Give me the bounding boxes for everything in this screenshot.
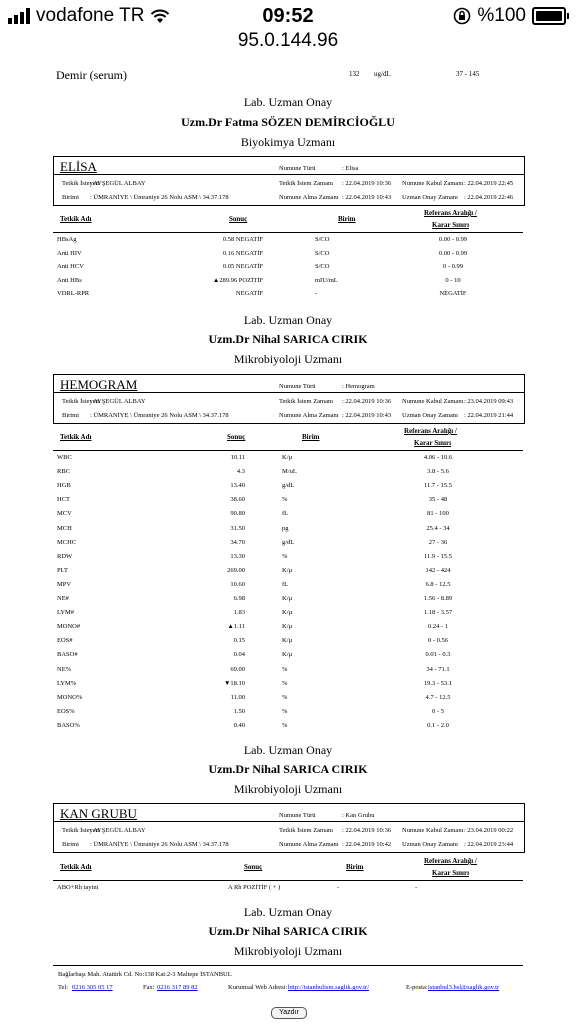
test-result: 4.3 [236,468,245,476]
footer-divider [53,965,523,966]
sample-type-label: Numune Türü [279,812,316,819]
test-result: 0.04 [233,651,245,659]
test-result: 1.83 [233,609,245,617]
test-result: 269.00 [227,566,245,574]
requester-value: : AYŞEGÜL ALBAY [90,827,146,834]
table-row [53,468,523,481]
divider [54,174,524,175]
table-row [53,482,523,495]
approval-title: Biyokimya Uzmanı [240,135,336,149]
approval-label: Lab. Uzman Onay [243,905,333,919]
requested-time-label: Tetkik İstem Zamanı [279,827,334,834]
unit-label: Birimi [62,194,79,201]
footer-address: Bağlarbaşı Mah. Atatürk Cd. No:138 Kat:2-3 Maltepe İSTANBUL [58,971,232,978]
sample-type-label: Numune Türü [279,383,316,390]
test-unit: mIU/mL [315,276,338,284]
test-unit: S/CO [315,249,330,257]
requested-time-label: Tetkik İstem Zamanı [279,398,334,405]
table-row [53,263,523,276]
test-range: 1.56 - 8.89 [423,595,453,602]
approval-label: Lab. Uzman Onay [243,313,333,327]
col-header-range2: Karar Sınırı [432,221,470,229]
test-range: 11.9 - 15.5 [424,552,452,560]
fax-link[interactable]: 0216 317 89 82 [157,984,198,991]
test-unit: % [282,707,288,715]
approval-time-value: : 22.04.2019 23:44 [464,841,514,848]
table-row [53,595,523,608]
table-row [53,680,523,693]
test-result: ▼18.10 [223,679,245,687]
table-row [53,708,523,721]
test-result: 6.98 [233,595,245,602]
footer-fax[interactable] [157,984,198,991]
test-name: RBC [57,468,71,476]
table-divider [53,880,523,881]
test-result: 1.50 [233,707,245,715]
test-name: LYM# [57,609,75,617]
sample-time-label: Numune Alma Zamanı [279,412,339,419]
table-row [53,250,523,263]
requester-label: Tetkik İsteyen [62,827,99,834]
sample-time-value: : 22.04.2019 10:43 [342,412,392,419]
approval-doctor: Uzm.Dr Fatma SÖZEN DEMİRCİOĞLU [181,115,395,129]
test-unit: ug/dL [374,70,391,78]
test-name: HGB [57,482,71,490]
hemogram-info-box [53,374,525,424]
col-header-range2: Karar Sınırı [414,439,452,447]
test-unit: M/uL [282,468,297,476]
unit-value: : ÜMRANİYE \ Ümraniye 26 Nolu ASM \ 34.37.178 [90,412,229,419]
requested-time-label: Tetkik İstem Zamanı [279,180,334,187]
test-result: 69.00 [230,665,245,673]
test-range: 0.01 - 0.3 [425,651,451,659]
test-range: 34 - 71.1 [426,665,450,673]
requester-value: : AYŞEGÜL ALBAY [90,398,146,405]
table-row [53,277,523,290]
status-right [453,5,566,27]
table-row [53,236,523,249]
test-range: 35 - 48 [428,496,448,504]
accept-time-label: Numune Kabul Zamanı [402,180,464,187]
test-range: 11.7 - 15.5 [424,482,452,490]
sample-time-label: Numune Alma Zamanı [279,841,339,848]
test-name: MONO# [57,623,81,631]
test-name: HBsAg [57,236,77,243]
test-unit: K/µ [282,566,293,574]
test-result: 132 [349,70,360,78]
unit-label: Birimi [62,412,79,419]
test-name: PLT [57,566,68,574]
clock: 09:52 [262,5,314,27]
col-header-unit: Birim [338,215,356,223]
test-result: 13.30 [230,552,245,560]
sample-time-label: Numune Alma Zamanı [279,194,339,201]
battery-icon [532,7,566,25]
approval-time-label: Uzman Onay Zamanı [402,194,458,201]
test-result: ▲289.96 POZİTİF [212,276,263,284]
requester-label: Tetkik İsteyen [62,180,99,187]
test-range: 0 - 10 [445,276,461,284]
test-result: NEGATİF [235,290,263,298]
requested-time-value: : 22.04.2019 10:36 [342,180,392,187]
test-result: 13.40 [230,482,245,490]
table-row [53,553,523,566]
test-name: MCH [57,524,72,532]
test-unit: g/dL [282,482,295,490]
elisa-info-box [53,156,525,206]
test-unit: fL [282,510,289,518]
table-row [53,722,523,735]
approval-label: Lab. Uzman Onay [243,95,333,109]
test-range: 142 - 424 [425,566,451,574]
col-header-range1: Referans Aralığı / [404,427,457,435]
table-row [53,525,523,538]
requester-value: : AYŞEGÜL ALBAY [90,180,146,187]
test-name: RDW [57,552,73,560]
approval-time-value: : 22.04.2019 22:46 [464,194,514,201]
approval-doctor: Uzm.Dr Nihal SARICA CIRIK [208,332,368,346]
test-range: - [415,884,418,891]
test-result: 38.60 [230,496,245,504]
test-name: Anti HIV [57,249,82,257]
test-unit: pg [282,524,289,532]
test-range: 0 - 5 [432,707,444,715]
test-name: Anti HBs [57,276,82,284]
table-row [53,666,523,679]
test-unit: % [282,679,288,687]
sample-type-label: Numune Türü [279,165,316,172]
footer-tel[interactable] [72,984,113,991]
tel-link[interactable]: 0216 305 05 17 [72,984,113,991]
accept-time-value: : 22.04.2019 22:45 [464,180,514,187]
test-unit: % [282,693,288,701]
footer-tel-label: Tel: [58,984,69,991]
test-range: NEGATİF [439,290,467,298]
test-name: VDRL-RPR [57,290,90,298]
test-unit: fL [282,580,289,588]
footer-email[interactable] [428,984,499,991]
section-name: KAN GRUBU [60,806,137,821]
accept-time-value: : 23.04.2019 09:43 [464,398,514,405]
test-range: 0.00 - 0.99 [438,236,468,243]
email-link[interactable]: istanbul3.hsl@saglik.gov.tr [428,984,500,991]
test-result: 0.05 NEGATİF [222,263,263,271]
col-header-unit: Birim [302,433,320,441]
test-range: 4.06 - 10.6 [423,454,453,461]
test-name: NE# [57,595,69,602]
section-name: HEMOGRAM [60,377,138,392]
requester-label: Tetkik İsteyen [62,398,99,405]
test-unit: K/µ [282,623,293,631]
test-unit: - [315,290,318,298]
carrier-name: vodafone TR [36,5,145,26]
approval-time-label: Uzman Onay Zamanı [402,412,458,419]
test-unit: % [282,665,288,673]
col-header-name: Tetkik Adı [60,215,92,223]
test-range: 19.3 - 53.1 [423,679,453,687]
approval-label: Lab. Uzman Onay [243,743,333,757]
test-unit: K/µ [282,454,293,461]
test-name: MPV [57,580,72,588]
table-row [53,637,523,650]
sample-type-value: : Elisa [342,165,359,172]
table-row [53,581,523,594]
table-row [53,454,523,467]
test-unit: % [282,721,288,729]
approval-title: Mikrobiyoloji Uzmanı [233,944,343,958]
test-name: MCHC [57,538,77,546]
accept-time-value: : 23.04.2019 00:22 [464,827,514,834]
test-result: 0.58 NEGATİF [222,236,263,243]
test-result: 11.00 [230,693,245,701]
accept-time-label: Numune Kabul Zamanı [402,827,464,834]
divider [54,821,524,822]
test-name: BASO% [57,721,80,729]
battery-percent: %100 [477,5,526,26]
footer-web-label: Kurumsal Web Adresi: [228,984,288,991]
test-result: ▲1.11 [227,623,245,631]
sample-time-value: : 22.04.2019 10:42 [342,841,392,848]
test-unit: % [282,552,288,560]
table-row [53,510,523,523]
test-unit: g/dL [282,538,295,546]
approval-title: Mikrobiyoloji Uzmanı [233,782,343,796]
approval-title: Mikrobiyoloji Uzmanı [233,352,343,366]
table-row [53,884,523,897]
col-header-result: Sonuç [229,215,248,223]
sample-time-value: : 22.04.2019 10:43 [342,194,392,201]
test-range: 81 - 100 [427,510,449,518]
requested-time-value: : 22.04.2019 10:36 [342,827,392,834]
kan-grubu-info-box [53,803,525,853]
test-unit: K/µ [282,595,293,602]
approval-time-value: : 22.04.2019 21:44 [464,412,514,419]
test-name: WBC [57,454,72,461]
test-name: EOS% [57,707,75,715]
table-row [53,609,523,622]
col-header-range1: Referans Aralığı / [424,209,477,217]
test-name: Anti HCV [57,263,84,271]
test-unit: K/µ [282,651,293,659]
test-range: 25.4 - 34 [426,524,450,532]
table-row [53,651,523,664]
test-unit: % [282,496,288,504]
col-header-range2: Karar Sınırı [432,869,470,877]
test-result: 10.60 [230,580,245,588]
test-name: NE% [57,665,72,673]
test-name: BASO# [57,651,78,659]
test-result: A Rh POZİTİF ( + ) [228,884,281,891]
print-button[interactable]: Yazdır [271,1007,307,1019]
test-unit: K/µ [282,609,293,617]
test-result: 34.70 [230,538,245,546]
test-unit: S/CO [315,263,330,271]
web-link[interactable]: http://istanbulism.saglik.gov.tr/ [288,984,370,991]
table-row [53,623,523,636]
approval-doctor: Uzm.Dr Nihal SARICA CIRIK [208,762,368,776]
approval-time-label: Uzman Onay Zamanı [402,841,458,848]
footer-email-label: E-posta: [406,984,428,991]
approval-doctor: Uzm.Dr Nihal SARICA CIRIK [208,924,368,938]
table-row [53,694,523,707]
test-name: MONO% [57,693,83,701]
test-result: 10.11 [230,454,245,461]
test-result: 31.50 [230,524,245,532]
table-row [53,496,523,509]
footer-fax-label: Fax: [143,984,155,991]
test-name: EOS# [57,637,73,645]
sample-type-value: : Kan Grubu [342,812,375,819]
table-row [53,539,523,552]
test-unit: K/µ [282,637,293,645]
test-result: 0.15 [233,637,245,645]
table-divider [53,450,523,451]
col-header-result: Sonuç [244,863,263,871]
test-range: 37 - 145 [456,70,480,78]
test-range: 0 - 0.99 [442,263,464,271]
test-result: 0.16 NEGATİF [222,249,263,257]
col-header-range1: Referans Aralığı / [424,857,477,865]
accept-time-label: Numune Kabul Zamanı [402,398,464,405]
col-header-result: Sonuç [227,433,246,441]
footer-web[interactable] [288,984,369,991]
sample-type-value: : Hemogram [342,383,375,390]
rotation-lock-icon [453,7,471,25]
test-name: HCT [57,496,70,504]
test-result: 0.40 [233,721,245,729]
test-range: 3.8 - 5.6 [427,468,449,476]
test-range: 6.8 - 12.5 [425,580,451,588]
col-header-name: Tetkik Adı [60,433,92,441]
col-header-name: Tetkik Adı [60,863,92,871]
test-unit: S/CO [315,236,330,243]
test-range: 0.24 - 1 [427,623,449,631]
test-range: 1.18 - 3.57 [423,609,453,617]
unit-label: Birimi [62,841,79,848]
test-name: Demir (serum) [56,68,127,82]
test-range: 0.1 - 2.0 [427,721,449,729]
requested-time-value: : 22.04.2019 10:36 [342,398,392,405]
test-name: ABO+Rh tayini [57,884,99,891]
section-name: ELİSA [60,159,97,174]
unit-value: : ÜMRANİYE \ Ümraniye 26 Nolu ASM \ 34.37.178 [90,194,229,201]
address-bar[interactable]: 95.0.144.96 [237,30,339,51]
test-result: 90.80 [230,510,245,518]
test-range: 27 - 36 [428,538,448,546]
table-row [53,290,523,303]
table-divider [53,232,523,233]
test-name: MCV [57,510,72,518]
table-row [53,567,523,580]
test-range: 0 - 0.56 [427,637,449,645]
col-header-unit: Birim [346,863,364,871]
unit-value: : ÜMRANİYE \ Ümraniye 26 Nolu ASM \ 34.37.178 [90,841,229,848]
status-bar [0,0,576,58]
divider [54,392,524,393]
test-range: 0.00 - 0.99 [438,249,468,257]
test-unit: - [337,884,340,891]
test-range: 4.7 - 12.5 [425,693,451,701]
test-name: LYM% [57,679,77,687]
